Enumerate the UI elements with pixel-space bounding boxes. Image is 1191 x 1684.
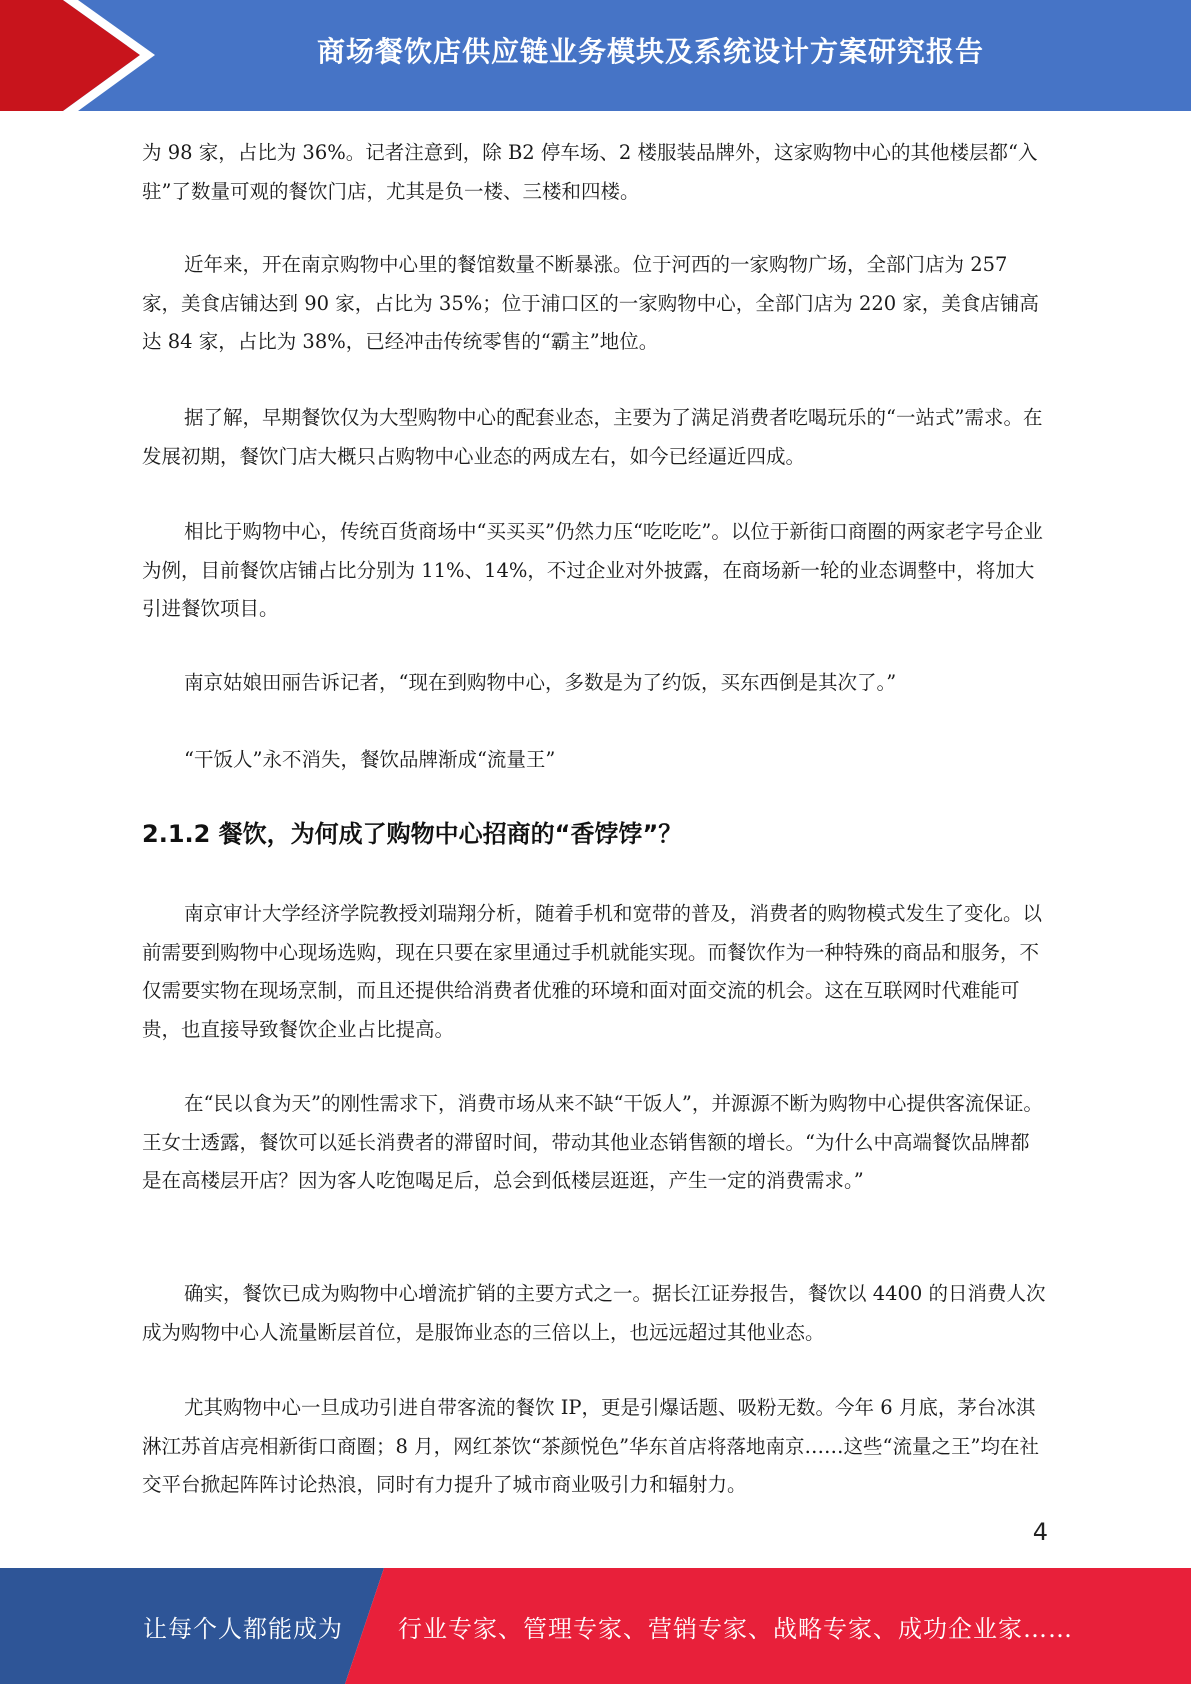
footer-slogan-left: 让每个人都能成为 [143, 1614, 343, 1643]
paragraph: 相比于购物中心，传统百货商场中“买买买”仍然力压“吃吃吃”。以位于新街口商圈的两家老字号企业为例，目前餐饮店铺占比分别为 11%、14%，不过企业对外披露，在商场新一轮的业态调整中，将加大引进餐饮项目。 [142, 520, 1043, 620]
paragraph: 近年来，开在南京购物中心里的餐馆数量不断暴涨。位于河西的一家购物广场，全部门店为 257 家，美食店铺达到 90 家，占比为 35%；位于浦口区的一家购物中心，全部门店为 220 家，美食店铺高达 84 家，占比为 38%，已经冲击传统零售的“霸主”地位。 [142, 253, 1039, 353]
page-header [0, 0, 1191, 111]
paragraph: 南京姑娘田丽告诉记者，“现在到购物中心，多数是为了约饭，买东西倒是其次了。” [184, 671, 897, 694]
section-heading: 2.1.2 餐饮，为何成了购物中心招商的“香饽饽”？ [142, 820, 683, 848]
page-footer [0, 1568, 1191, 1684]
paragraph: 确实，餐饮已成为购物中心增流扩销的主要方式之一。据长江证券报告，餐饮以 4400 的日消费人次成为购物中心人流量断层首位，是服饰业态的三倍以上，也远远超过其他业态。 [142, 1282, 1046, 1344]
paragraph: 南京审计大学经济学院教授刘瑞翔分析，随着手机和宽带的普及，消费者的购物模式发生了变化。以前需要到购物中心现场选购，现在只要在家里通过手机就能实现。而餐饮作为一种特殊的商品和服务，不仅需要实物在现场烹制，而且还提供给消费者优雅的环境和面对面交流的机会。这在互联网时代难能可贵，也直接导致餐饮企业占比提高。 [142, 902, 1043, 1041]
paragraph: 在“民以食为天”的刚性需求下，消费市场从来不缺“干饭人”，并源源不断为购物中心提供客流保证。王女士透露，餐饮可以延长消费者的滞留时间，带动其他业态销售额的增长。“为什么中高端餐饮品牌都是在高楼层开店？因为客人吃饱喝足后，总会到低楼层逛逛，产生一定的消费需求。” [142, 1092, 1043, 1192]
footer-slogan-right: 行业专家、管理专家、营销专家、战略专家、成功企业家…… [398, 1614, 1073, 1643]
paragraph: 为 98 家，占比为 36%。记者注意到，除 B2 停车场、2 楼服装品牌外，这家购物中心的其他楼层都“入驻”了数量可观的餐饮门店，尤其是负一楼、三楼和四楼。 [142, 141, 1038, 203]
page-number: 4 [1032, 1518, 1048, 1546]
paragraph: 尤其购物中心一旦成功引进自带客流的餐饮 IP，更是引爆话题、吸粉无数。今年 6 月底，茅台冰淇淋江苏首店亮相新街口商圈；8 月，网红茶饮“茶颜悦色”华东首店将落地南京……这些“流量之王”均在社交平台掀起阵阵讨论热浪，同时有力提升了城市商业吸引力和辐射力。 [142, 1396, 1039, 1496]
paragraph: 据了解，早期餐饮仅为大型购物中心的配套业态，主要为了满足消费者吃喝玩乐的“一站式”需求。在发展初期，餐饮门店大概只占购物中心业态的两成左右，如今已经逼近四成。 [142, 406, 1043, 468]
paragraph: “干饭人”永不消失，餐饮品牌渐成“流量王” [184, 748, 556, 771]
document-title: 商场餐饮店供应链业务模块及系统设计方案研究报告 [316, 35, 984, 68]
